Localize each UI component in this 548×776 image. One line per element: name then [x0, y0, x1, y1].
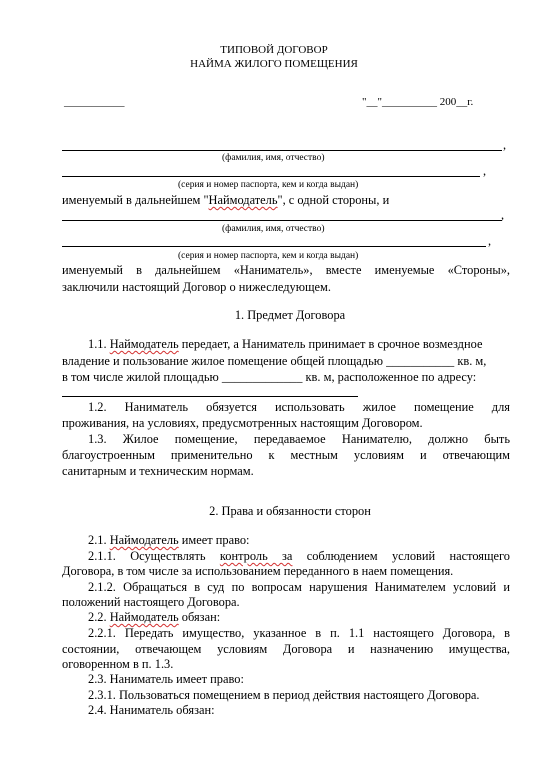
clause-2-1: 2.1. Наймодатель имеет право:: [88, 533, 250, 547]
clause-2-2-1-line2: состоянии, отвечающем условиям Договора и назначению имущества,: [62, 642, 510, 656]
clause-2-2-1-line1: 2.2.1. Передать имущество, указанное в п. 1.1 настоящего Договора, в: [88, 626, 510, 640]
comma: ,: [503, 138, 507, 152]
caption-passport: (серия и номер паспорта, кем и когда выдан): [178, 251, 359, 261]
caption-full-name: (фамилия, имя, отчество): [222, 224, 325, 234]
caption-passport: (серия и номер паспорта, кем и когда выдан): [178, 180, 359, 190]
caption-full-name: (фамилия, имя, отчество): [222, 153, 325, 163]
tenant-designation-line2: заключили настоящий Договор о нижеследующем.: [62, 280, 331, 294]
clause-2-2: 2.2. Наймодатель обязан:: [88, 610, 221, 624]
contract-date: "__"__________ 200__г.: [362, 96, 474, 108]
clause-1-1-line3: в том числе жилой площадью _____________ кв. м, расположенное по адресу:: [62, 370, 477, 384]
document-title-line2: НАЙМА ЖИЛОГО ПОМЕЩЕНИЯ: [190, 58, 358, 70]
place-blank: ___________: [64, 96, 125, 108]
clause-2-4: 2.4. Наниматель обязан:: [88, 703, 215, 717]
clause-2-3: 2.3. Наниматель имеет право:: [88, 672, 244, 686]
comma: ,: [483, 164, 487, 178]
comma: ,: [501, 208, 505, 222]
address-line: [62, 396, 358, 397]
landlord-name-line: [62, 150, 502, 151]
clause-2-1-1-line2: Договора, в том числе за использованием переданного в наем помещения.: [62, 564, 454, 578]
landlord-passport-line: [62, 176, 480, 177]
tenant-passport-line: [62, 246, 486, 247]
clause-2-1-2-line2: положений настоящего Договора.: [62, 595, 240, 609]
comma: ,: [488, 234, 492, 248]
clause-1-2-line2: проживания, на условиях, предусмотренных настоящим Договором.: [62, 416, 423, 430]
clause-2-1-2-line1: 2.1.2. Обращаться в суд по вопросам нарушения Нанимателем условий и: [88, 580, 510, 594]
landlord-designation: именуемый в дальнейшем "Наймодатель", с одной стороны, и: [62, 193, 390, 207]
clause-1-3-line2: благоустроенным применительно к местным условиям и отвечающим: [62, 448, 510, 462]
tenant-name-line: [62, 220, 502, 221]
clause-1-2-line1: 1.2. Наниматель обязуется использовать жилое помещение для: [88, 400, 510, 414]
section-2-heading: 2. Права и обязанности сторон: [209, 504, 371, 518]
section-1-heading: 1. Предмет Договора: [234, 308, 346, 322]
clause-1-3-line3: санитарным и техническим нормам.: [62, 464, 254, 478]
clause-2-2-1-line3: оговоренном в п. 1.3.: [62, 657, 174, 671]
document-title-line1: ТИПОВОЙ ДОГОВОР: [220, 44, 328, 56]
clause-2-1-1-line1: 2.1.1. Осуществлять контроль за соблюдением условий настоящего: [88, 549, 510, 563]
clause-1-1-line2: владение и пользование жилое помещение общей площадью ___________ кв. м,: [62, 354, 487, 368]
clause-2-3-1: 2.3.1. Пользоваться помещением в период действия настоящего Договора.: [88, 688, 480, 702]
clause-1-3-line1: 1.3. Жилое помещение, передаваемое Нанимателю, должно быть: [88, 432, 510, 446]
tenant-designation-line1: именуемый в дальнейшем «Наниматель», вместе именуемые «Стороны»,: [62, 263, 510, 277]
clause-1-1-line1: 1.1. Наймодатель передает, а Наниматель принимает в срочное возмездное: [88, 337, 483, 351]
